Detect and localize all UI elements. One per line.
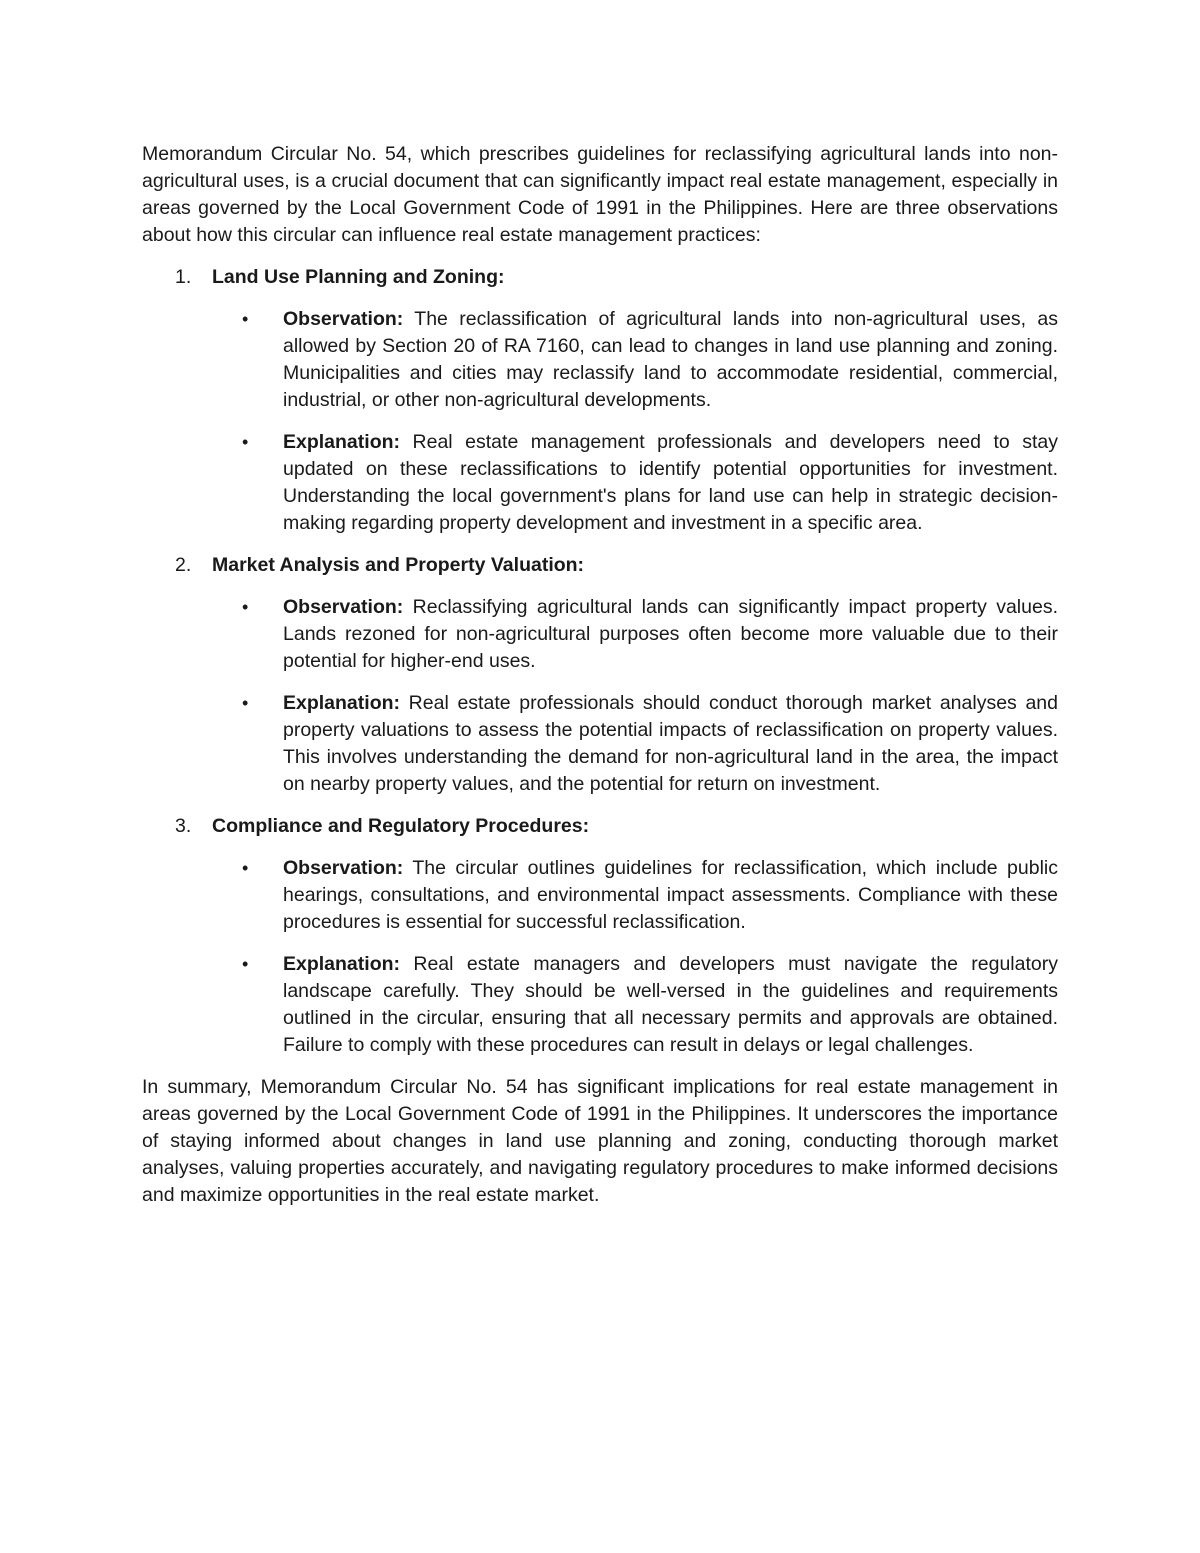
- explanation-label: Explanation:: [283, 953, 401, 975]
- observation-text: The reclassification of agricultural lands into non-agricultural uses, as allowed by Section 20 of RA 7160, can lead to changes in land use planning and zoning. Municipalities and cities may reclassify land to accommodate residential, commercial, industrial, or other non-agricultural developments.: [283, 308, 1058, 411]
- observation-bullet: [142, 594, 1058, 675]
- explanation-bullet: [142, 951, 1058, 1059]
- section-number: 3.: [175, 815, 192, 837]
- bullet-icon: •: [242, 309, 249, 329]
- explanation-label: Explanation:: [283, 431, 401, 453]
- bullet-icon: •: [242, 693, 249, 713]
- bullet-text: [283, 594, 1058, 675]
- section-heading: [142, 813, 1058, 840]
- bullet-text: [283, 429, 1058, 537]
- section-number: 2.: [175, 554, 192, 576]
- explanation-bullet: [142, 690, 1058, 798]
- section-title: Market Analysis and Property Valuation:: [212, 554, 585, 576]
- observation-label: Observation:: [283, 596, 404, 618]
- bullet-text: [283, 951, 1058, 1059]
- section-number: 1.: [175, 266, 192, 288]
- bullet-list: [142, 306, 1058, 537]
- explanation-text: Real estate professionals should conduct thorough market analyses and property valuations to assess the potential impacts of reclassification on property values. This involves understanding the demand for non-agricultural land in the area, the impact on nearby property values, and the potential for return on investment.: [283, 692, 1058, 795]
- observation-label: Observation:: [283, 857, 404, 879]
- explanation-text: Real estate managers and developers must navigate the regulatory landscape carefully. They should be well-versed in the guidelines and requirements outlined in the circular, ensuring that all necessary permits and approvals are obtained. Failure to comply with these procedures can result in delays or legal challenges.: [283, 953, 1058, 1056]
- bullet-list: [142, 594, 1058, 798]
- section-title: Land Use Planning and Zoning:: [212, 266, 505, 288]
- observation-text: The circular outlines guidelines for reclassification, which include public hearings, consultations, and environmental impact assessments. Compliance with these procedures is essential for successful reclassification.: [283, 857, 1058, 933]
- observation-label: Observation:: [283, 308, 404, 330]
- observation-bullet: [142, 855, 1058, 936]
- section-item: [142, 552, 1058, 798]
- observation-bullet: [142, 306, 1058, 414]
- section-item: [142, 813, 1058, 1059]
- section-item: [142, 264, 1058, 537]
- explanation-bullet: [142, 429, 1058, 537]
- bullet-icon: •: [242, 432, 249, 452]
- bullet-icon: •: [242, 954, 249, 974]
- section-heading: [142, 264, 1058, 291]
- explanation-text: Real estate management professionals and developers need to stay updated on these reclassifications to identify potential opportunities for investment. Understanding the local government's plans for land use can help in strategic decision-making regarding property development and investment in a specific area.: [283, 431, 1058, 534]
- observations-list: [142, 264, 1058, 1059]
- summary-paragraph: In summary, Memorandum Circular No. 54 has significant implications for real estate management in areas governed by the Local Government Code of 1991 in the Philippines. It underscores the importance of staying informed about changes in land use planning and zoning, conducting thorough market analyses, valuing properties accurately, and navigating regulatory procedures to make informed decisions and maximize opportunities in the real estate market.: [142, 1076, 1058, 1206]
- bullet-text: [283, 855, 1058, 936]
- bullet-icon: •: [242, 597, 249, 617]
- document-page: [142, 141, 1058, 1209]
- observation-text: Reclassifying agricultural lands can significantly impact property values. Lands rezoned for non-agricultural purposes often become more valuable due to their potential for higher-end uses.: [283, 596, 1058, 672]
- section-heading: [142, 552, 1058, 579]
- bullet-icon: •: [242, 858, 249, 878]
- intro-paragraph: Memorandum Circular No. 54, which prescribes guidelines for reclassifying agricultural lands into non-agricultural uses, is a crucial document that can significantly impact real estate management, especially in areas governed by the Local Government Code of 1991 in the Philippines. Here are three observations about how this circular can influence real estate management practices:: [142, 143, 1058, 246]
- bullet-list: [142, 855, 1058, 1059]
- bullet-text: [283, 306, 1058, 414]
- bullet-text: [283, 690, 1058, 798]
- section-title: Compliance and Regulatory Procedures:: [212, 815, 590, 837]
- explanation-label: Explanation:: [283, 692, 401, 714]
